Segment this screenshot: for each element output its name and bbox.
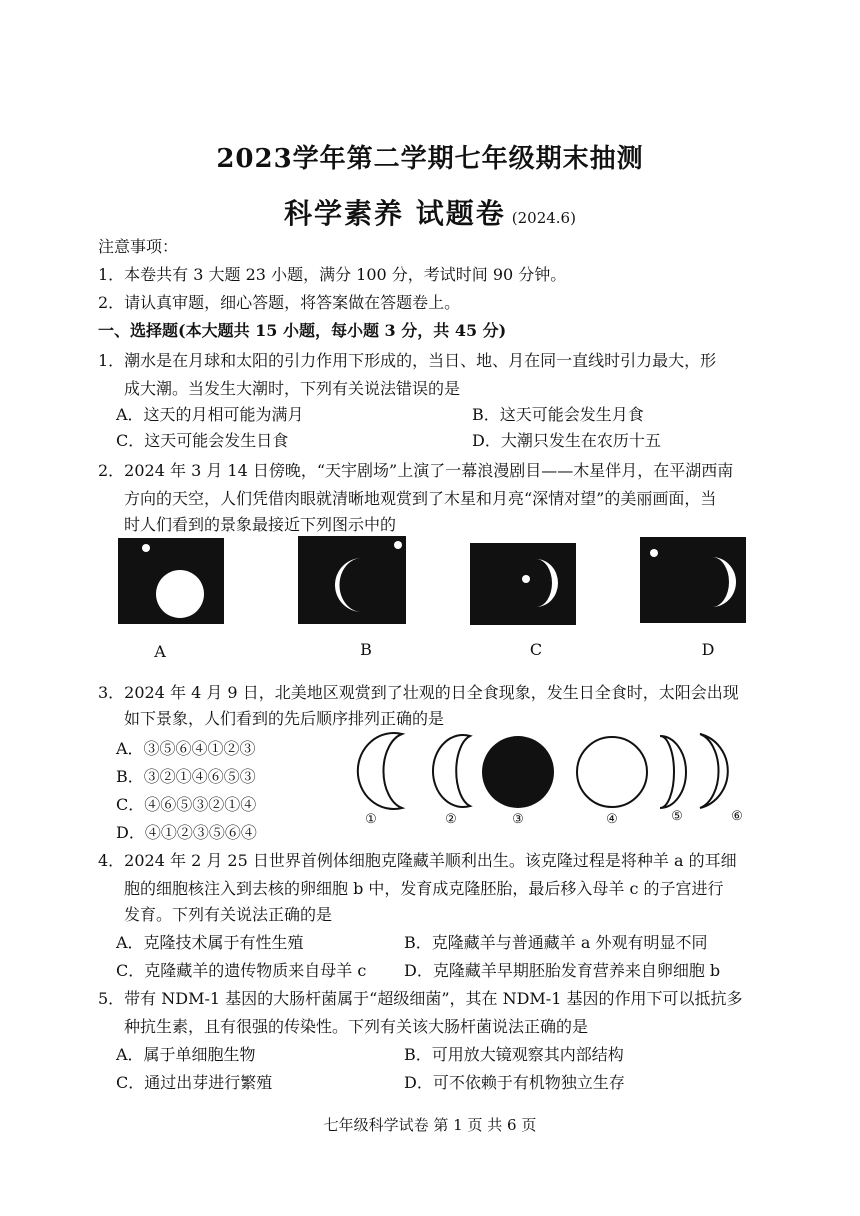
question-5-option-a: A．属于单细胞生物 (116, 1045, 256, 1064)
eclipse-label-1: ① (365, 812, 377, 827)
question-1-option-b: B．这天可能会发生月食 (472, 405, 644, 424)
notes-heading: 注意事项： (98, 237, 179, 256)
question-5-option-c: C．通过出芽进行繁殖 (116, 1073, 273, 1092)
figure-2d-label: D (701, 640, 715, 659)
question-4-option-c: C．克隆藏羊的遗传物质来自母羊 c (116, 961, 367, 980)
question-3-option-c: C．④⑥⑤③②①④ (116, 795, 257, 814)
question-3-option-b: B．③②①④⑥⑤③ (116, 767, 256, 786)
question-4-option-b: B．克隆藏羊与普通藏羊 a 外观有明显不同 (404, 933, 708, 952)
eclipse-label-3: ③ (512, 812, 524, 827)
question-1-option-d: D．大潮只发生在农历十五 (472, 431, 661, 450)
eclipse-figure (340, 728, 770, 812)
question-5-option-d: D．可不依赖于有机物独立生存 (404, 1073, 625, 1092)
subtitle-text: 科学素养 试题卷 (284, 197, 506, 230)
note-item-2: 2．请认真审题，细心答题，将答案做在答题卷上。 (98, 293, 461, 312)
figure-2c (470, 543, 576, 625)
question-2-line-3: 时人们看到的景象最接近下列图示中的 (124, 515, 397, 534)
question-1-line-1: 1．潮水是在月球和太阳的引力作用下形成的，当日、地、月在同一直线时引力最大，形 (98, 351, 717, 370)
question-5-option-b: B．可用放大镜观察其内部结构 (404, 1045, 624, 1064)
page-title: 2023学年第二学期七年级期末抽测 (216, 144, 644, 174)
question-3-line-1: 3．2024 年 4 月 9 日，北美地区观赏到了壮观的日全食现象，发生日全食时，太阳会出现 (98, 683, 739, 702)
question-1-option-a: A．这天的月相可能为满月 (116, 405, 304, 424)
question-4-option-d: D．克隆藏羊早期胚胎发育营养来自卵细胞 b (404, 961, 721, 980)
eclipse-label-4: ④ (606, 812, 618, 827)
question-2-line-1: 2．2024 年 3 月 14 日傍晚，“天宇剧场”上演了一幕浪漫剧目——木星伴月，在平湖西南 (98, 461, 734, 480)
section-heading: 一、选择题(本大题共 15 小题，每小题 3 分，共 45 分) (98, 321, 507, 340)
page-footer: 七年级科学试卷 第 1 页 共 6 页 (323, 1116, 537, 1134)
eclipse-label-6: ⑥ (731, 809, 743, 824)
question-3-line-2: 如下景象，人们看到的先后顺序排列正确的是 (124, 709, 445, 728)
figure-2b-label: B (360, 640, 372, 659)
figure-2b (298, 536, 406, 624)
question-4-line-3: 发育。下列有关说法正确的是 (124, 905, 333, 924)
question-4-line-2: 胞的细胞核注入到去核的卵细胞 b 中，发育成克隆胚胎，最后移入母羊 c 的子宫进行 (124, 879, 724, 898)
figure-2a-label: A (154, 642, 166, 661)
question-1-option-c: C．这天可能会发生日食 (116, 431, 289, 450)
question-4-option-a: A．克隆技术属于有性生殖 (116, 933, 304, 952)
question-2-line-2: 方向的天空，人们凭借肉眼就清晰地观赏到了木星和月亮“深情对望”的美丽画面，当 (124, 489, 717, 508)
page-subtitle (0, 192, 860, 232)
question-3-option-a: A．③⑤⑥④①②③ (116, 739, 256, 758)
question-5-line-1: 5．带有 NDM-1 基因的大肠杆菌属于“超级细菌”，其在 NDM-1 基因的作用下可以抵抗多 (98, 989, 743, 1008)
figure-2d (640, 537, 746, 623)
question-1-line-2: 成大潮。当发生大潮时，下列有关说法错误的是 (124, 379, 461, 398)
figure-2a (118, 538, 224, 624)
figure-2c-label: C (529, 640, 543, 659)
question-3-option-d: D．④①②③⑤⑥④ (116, 823, 257, 842)
eclipse-label-2: ② (445, 812, 457, 827)
note-item-1: 1．本卷共有 3 大题 23 小题，满分 100 分，考试时间 90 分钟。 (98, 265, 567, 284)
question-4-line-1: 4．2024 年 2 月 25 日世界首例体细胞克隆藏羊顺利出生。该克隆过程是将种羊 a 的耳细 (98, 851, 737, 870)
question-5-line-2: 种抗生素，且有很强的传染性。下列有关该大肠杆菌说法正确的是 (124, 1017, 589, 1036)
eclipse-label-5: ⑤ (671, 809, 683, 824)
exam-date: (2024.6) (511, 209, 576, 227)
